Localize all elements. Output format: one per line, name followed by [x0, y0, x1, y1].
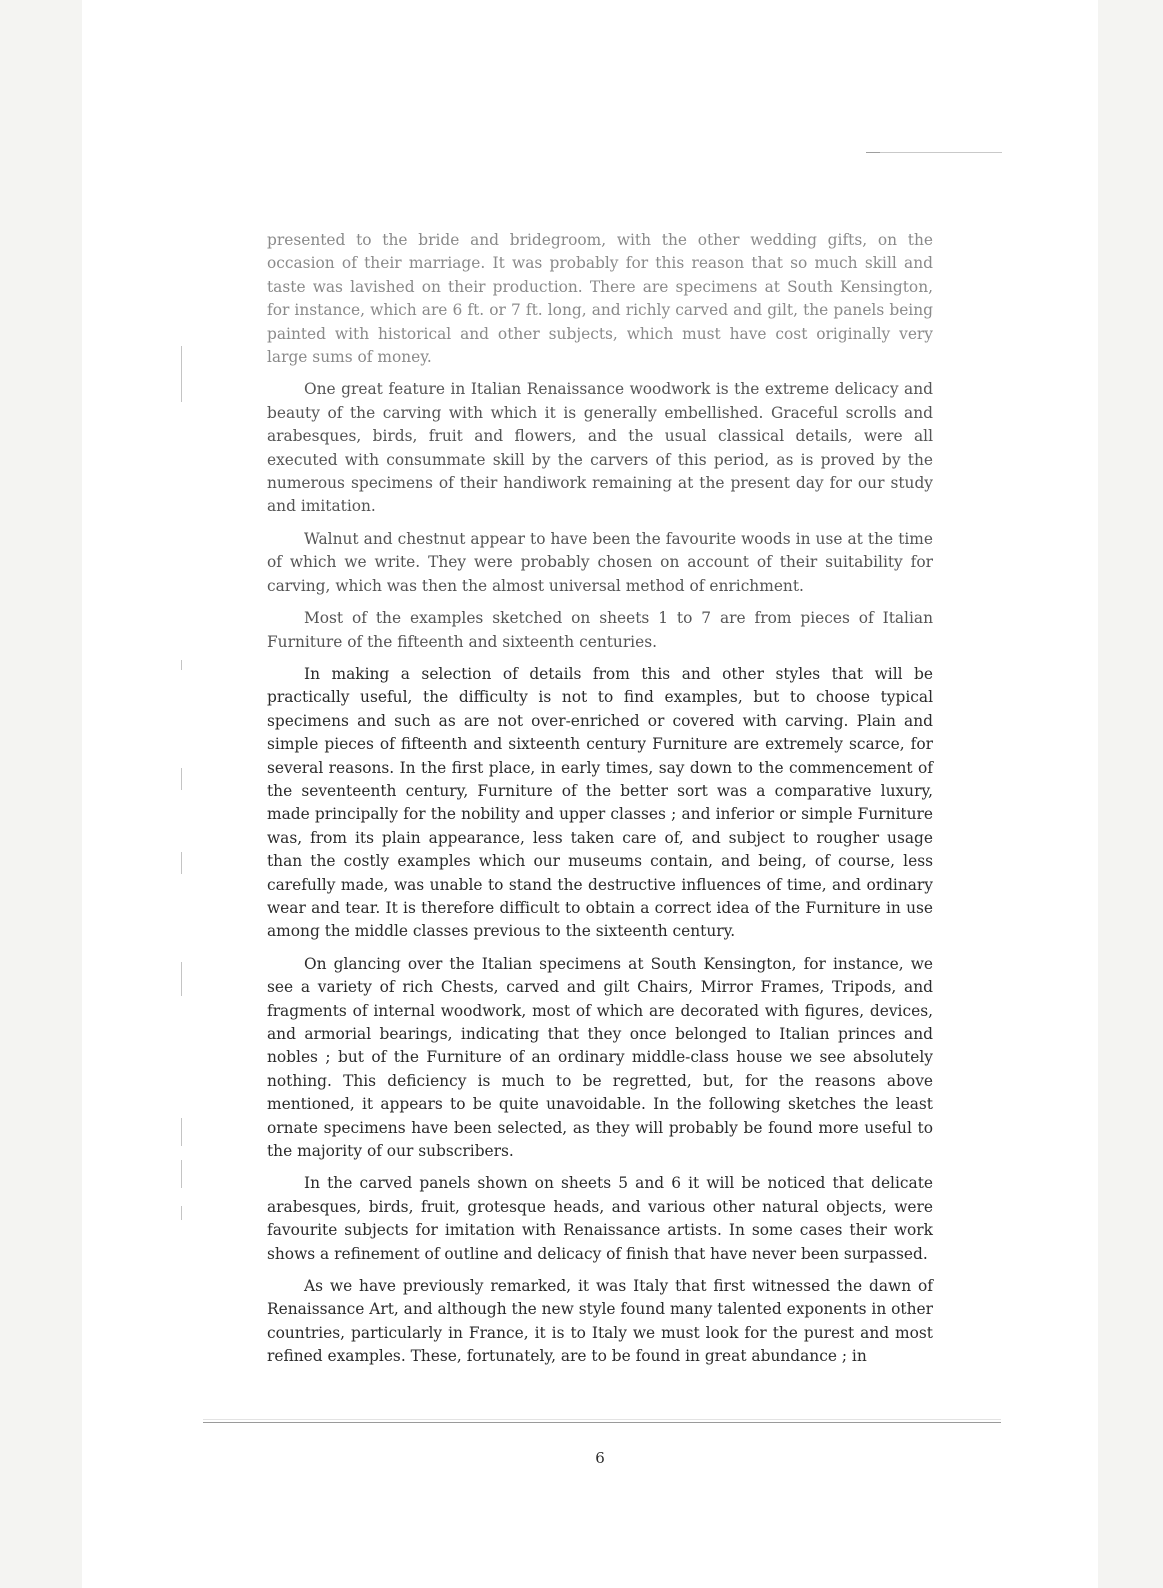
margin-mark: [181, 852, 182, 874]
paragraph-continuation: presented to the bride and bridegroom, with the other wedding gifts, on the occasion of their marriage. It was probably for this reason that so much skill and taste was lavished on their production. There are specimens at South Kensington, for instance, which are 6 ft. or 7 ft. long, and richly carved and gilt, the panels being painted with historical and other subjects, which must have cost originally very large sums of money.: [267, 231, 933, 367]
margin-mark: [181, 768, 182, 790]
paragraph-south-kensington: On glancing over the Italian specimens at South Kensington, for instance, we see a variety of rich Chests, carved and gilt Chairs, Mirror Frames, Tripods, and fragments of internal woodwork, most of which are decorated with figures, devices, and armorial bearings, indicating that they once belonged to Italian princes and nobles ; but of the Furniture of an ordinary middle-class house we see absolutely nothing. This deficiency is much to be regretted, but, for the reasons above mentioned, it appears to be quite unavoidable. In the following sketches the least ornate specimens have been selected, as they will probably be found more useful to the majority of our subscribers.: [267, 954, 933, 1161]
top-rule-line: [866, 152, 1002, 153]
body-text: [267, 229, 933, 1378]
paragraph-selection: In making a selection of details from this and other styles that will be practically useful, the difficulty is not to find examples, but to choose typical specimens and such as are not over-enriched or covered with carving. Plain and simple pieces of fifteenth and sixteenth century Furniture are extremely scarce, for several reasons. In the first place, in early times, say down to the commencement of the seventeenth century, Furniture of the better sort was a comparative luxury, made principally for the nobility and upper classes ; and inferior or simple Furniture was, from its plain appearance, less taken care of, and subject to rougher usage than the costly examples which our museums contain, and being, of course, less carefully made, was unable to stand the destructive influences of time, and ordinary wear and tear. It is therefore difficult to obtain a correct idea of the Furniture in use among the middle classes previous to the sixteenth century.: [267, 664, 933, 941]
footer-rule: [203, 1422, 1001, 1423]
margin-mark: [181, 1160, 182, 1188]
margin-mark: [181, 962, 182, 996]
paragraph-italy: As we have previously remarked, it was Italy that first witnessed the dawn of Renaissance Art, and although the new style found many talented exponents in other countries, particularly in France, it is to Italy we must look for the purest and most refined examples. These, fortunately, are to be found in great abundance ; in: [267, 1277, 933, 1366]
paragraph-sheets: Most of the examples sketched on sheets 1 to 7 are from pieces of Italian Furniture of the fifteenth and sixteenth centuries.: [267, 609, 933, 651]
paragraph-carving: One great feature in Italian Renaissance woodwork is the extreme delicacy and beauty of the carving with which it is generally embellished. Graceful scrolls and arabesques, birds, fruit and flowers, and the usual classical details, were all executed with consummate skill by the carvers of this period, as is proved by the numerous specimens of their handiwork remaining at the present day for our study and imitation.: [267, 380, 933, 516]
margin-mark: [181, 346, 182, 402]
margin-mark: [181, 1118, 182, 1146]
page-number: 6: [595, 1449, 605, 1467]
margin-mark: [181, 1206, 182, 1220]
paragraph-woods: Walnut and chestnut appear to have been the favourite woods in use at the time of which we write. They were probably chosen on account of their suitability for carving, which was then the almost universal method of enrichment.: [267, 529, 933, 595]
top-rule-dash: [866, 152, 880, 153]
paragraph-carved-panels: In the carved panels shown on sheets 5 and 6 it will be noticed that delicate arabesques, birds, fruit, grotesque heads, and various other natural objects, were favourite subjects for imitation with Renaissance artists. In some cases their work shows a refinement of outline and delicacy of finish that have never been surpassed.: [267, 1174, 933, 1263]
footer-rule-light: [203, 1419, 1001, 1420]
margin-mark: [181, 660, 182, 670]
